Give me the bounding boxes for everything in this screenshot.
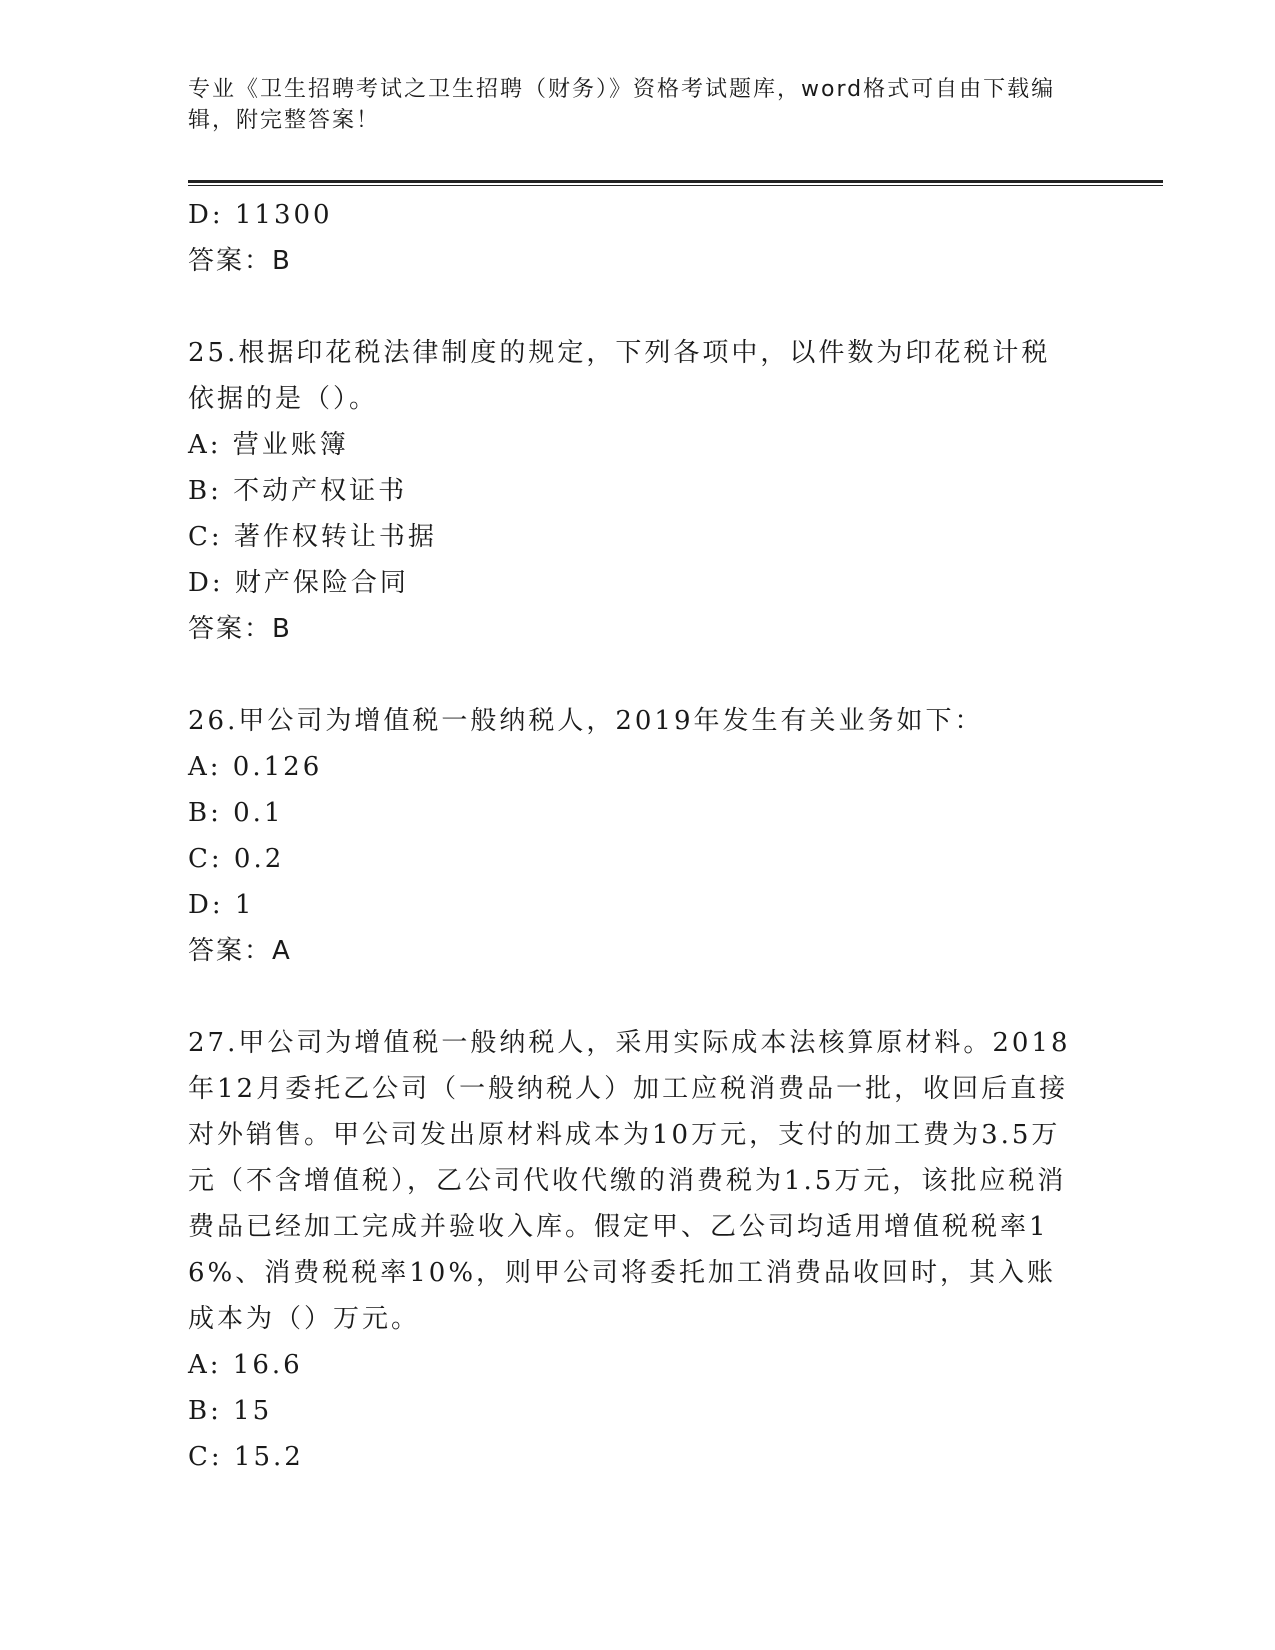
option-c: C: 15.2 [188,1442,304,1472]
header-divider-thin [188,185,1163,186]
option-c: C: 著作权转让书据 [188,522,437,552]
option-d: D: 1 [188,890,255,920]
option-b: B: 不动产权证书 [188,476,408,506]
header-divider-thick [188,180,1163,183]
question-stem: 25.根据印花税法律制度的规定，下列各项中，以件数为印花税计税依据的是（）。 [188,338,1051,414]
header-title: 专业《卫生招聘考试之卫生招聘（财务）》资格考试题库，word格式可自由下载编辑，附完整答案！ [188,77,1056,133]
spacer [188,974,1078,1020]
question-stem: 26.甲公司为增值税一般纳税人，2019年发生有关业务如下： [188,706,984,736]
answer: 答案：B [188,614,292,644]
option-a: A: 16.6 [188,1350,303,1380]
option-a: A: 营业账簿 [188,430,349,460]
option-b: B: 15 [188,1396,273,1426]
question-26 [188,698,1078,974]
spacer [188,284,1078,330]
prev-answer: 答案：B [188,246,292,276]
option-c: C: 0.2 [188,844,285,874]
option-d: D: 财产保险合同 [188,568,409,598]
prev-option-d: D: 11300 [188,200,333,230]
spacer [188,652,1078,698]
question-27 [188,1020,1078,1480]
option-a: A: 0.126 [188,752,323,782]
question-stem: 27.甲公司为增值税一般纳税人，采用实际成本法核算原材料。2018年12月委托乙公司（一般纳税人）加工应税消费品一批，收回后直接对外销售。甲公司发出原材料成本为10万元，支付的加工费为3.5万元（不含增值税），乙公司代收代缴的消费税为1.5万元，该批应税消费品已经加工完成并验收入库。假定甲、乙公司均适用增值税税率16%、消费税税率10%，则甲公司将委托加工消费品收回时，其入账成本为（）万元。 [188,1028,1071,1334]
document-header [188,74,1068,136]
question-25 [188,330,1078,652]
question-content [188,192,1078,1480]
option-b: B: 0.1 [188,798,284,828]
answer: 答案：A [188,936,292,966]
